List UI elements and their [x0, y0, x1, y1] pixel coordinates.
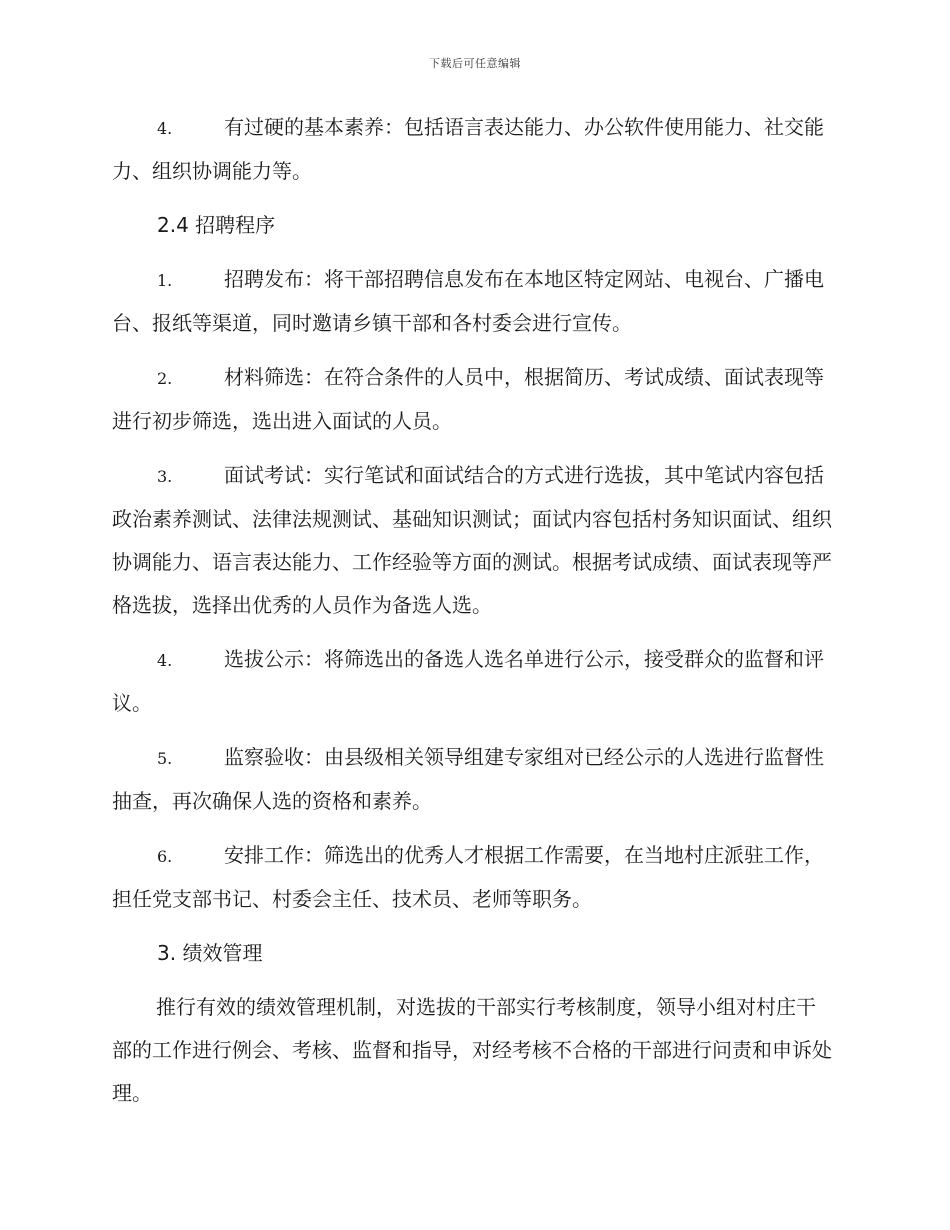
- list-number: 5.: [157, 749, 173, 768]
- page-header: 下载后可任意编辑: [429, 57, 521, 70]
- list-number: 4.: [157, 651, 173, 670]
- document-body: [112, 106, 834, 1115]
- list-item: [112, 736, 834, 823]
- list-number: 1.: [157, 271, 173, 290]
- list-number: 3.: [157, 467, 173, 486]
- list-item: [112, 356, 834, 443]
- list-item-text: 面试考试：实行笔试和面试结合的方式进行选拔，其中笔试内容包括政治素养测试、法律法规测试、基础知识测试；面试内容包括村务知识面试、组织协调能力、语言表达能力、工作经验等方面的测试。根据考试成绩、面试表现等严格选拔，选择出优秀的人员作为备选人选。: [112, 463, 832, 617]
- list-item-text: 选拔公示：将筛选出的备选人选名单进行公示，接受群众的监督和评议。: [112, 647, 824, 715]
- list-item: [112, 106, 834, 193]
- list-number: 4.: [157, 119, 173, 138]
- list-number: 2.: [157, 369, 173, 388]
- list-item: [112, 258, 834, 345]
- body-paragraph: 推行有效的绩效管理机制，对选拔的干部实行考核制度，领导小组对村庄干部的工作进行例会、考核、监督和指导，对经考核不合格的干部进行问责和申诉处理。: [112, 995, 832, 1105]
- list-item: [112, 834, 834, 921]
- list-item-text: 材料筛选：在符合条件的人员中，根据简历、考试成绩、面试表现等进行初步筛选，选出进入面试的人员。: [112, 365, 824, 433]
- list-item-text: 有过硬的基本素养：包括语言表达能力、办公软件使用能力、社交能力、组织协调能力等。: [112, 115, 824, 183]
- list-item: [112, 638, 834, 725]
- list-item-text: 安排工作：筛选出的优秀人才根据工作需要，在当地村庄派驻工作，担任党支部书记、村委会主任、技术员、老师等职务。: [112, 843, 824, 911]
- list-item-text: 招聘发布：将干部招聘信息发布在本地区特定网站、电视台、广播电台、报纸等渠道，同时邀请乡镇干部和各村委会进行宣传。: [112, 267, 824, 335]
- list-number: 6.: [157, 847, 173, 866]
- list-item-text: 监察验收：由县级相关领导组建专家组对已经公示的人选进行监督性抽查，再次确保人选的资格和素养。: [112, 745, 824, 813]
- section-heading: 2.4 招聘程序: [157, 213, 276, 237]
- section-heading: 3. 绩效管理: [157, 941, 263, 965]
- list-item: [112, 454, 834, 627]
